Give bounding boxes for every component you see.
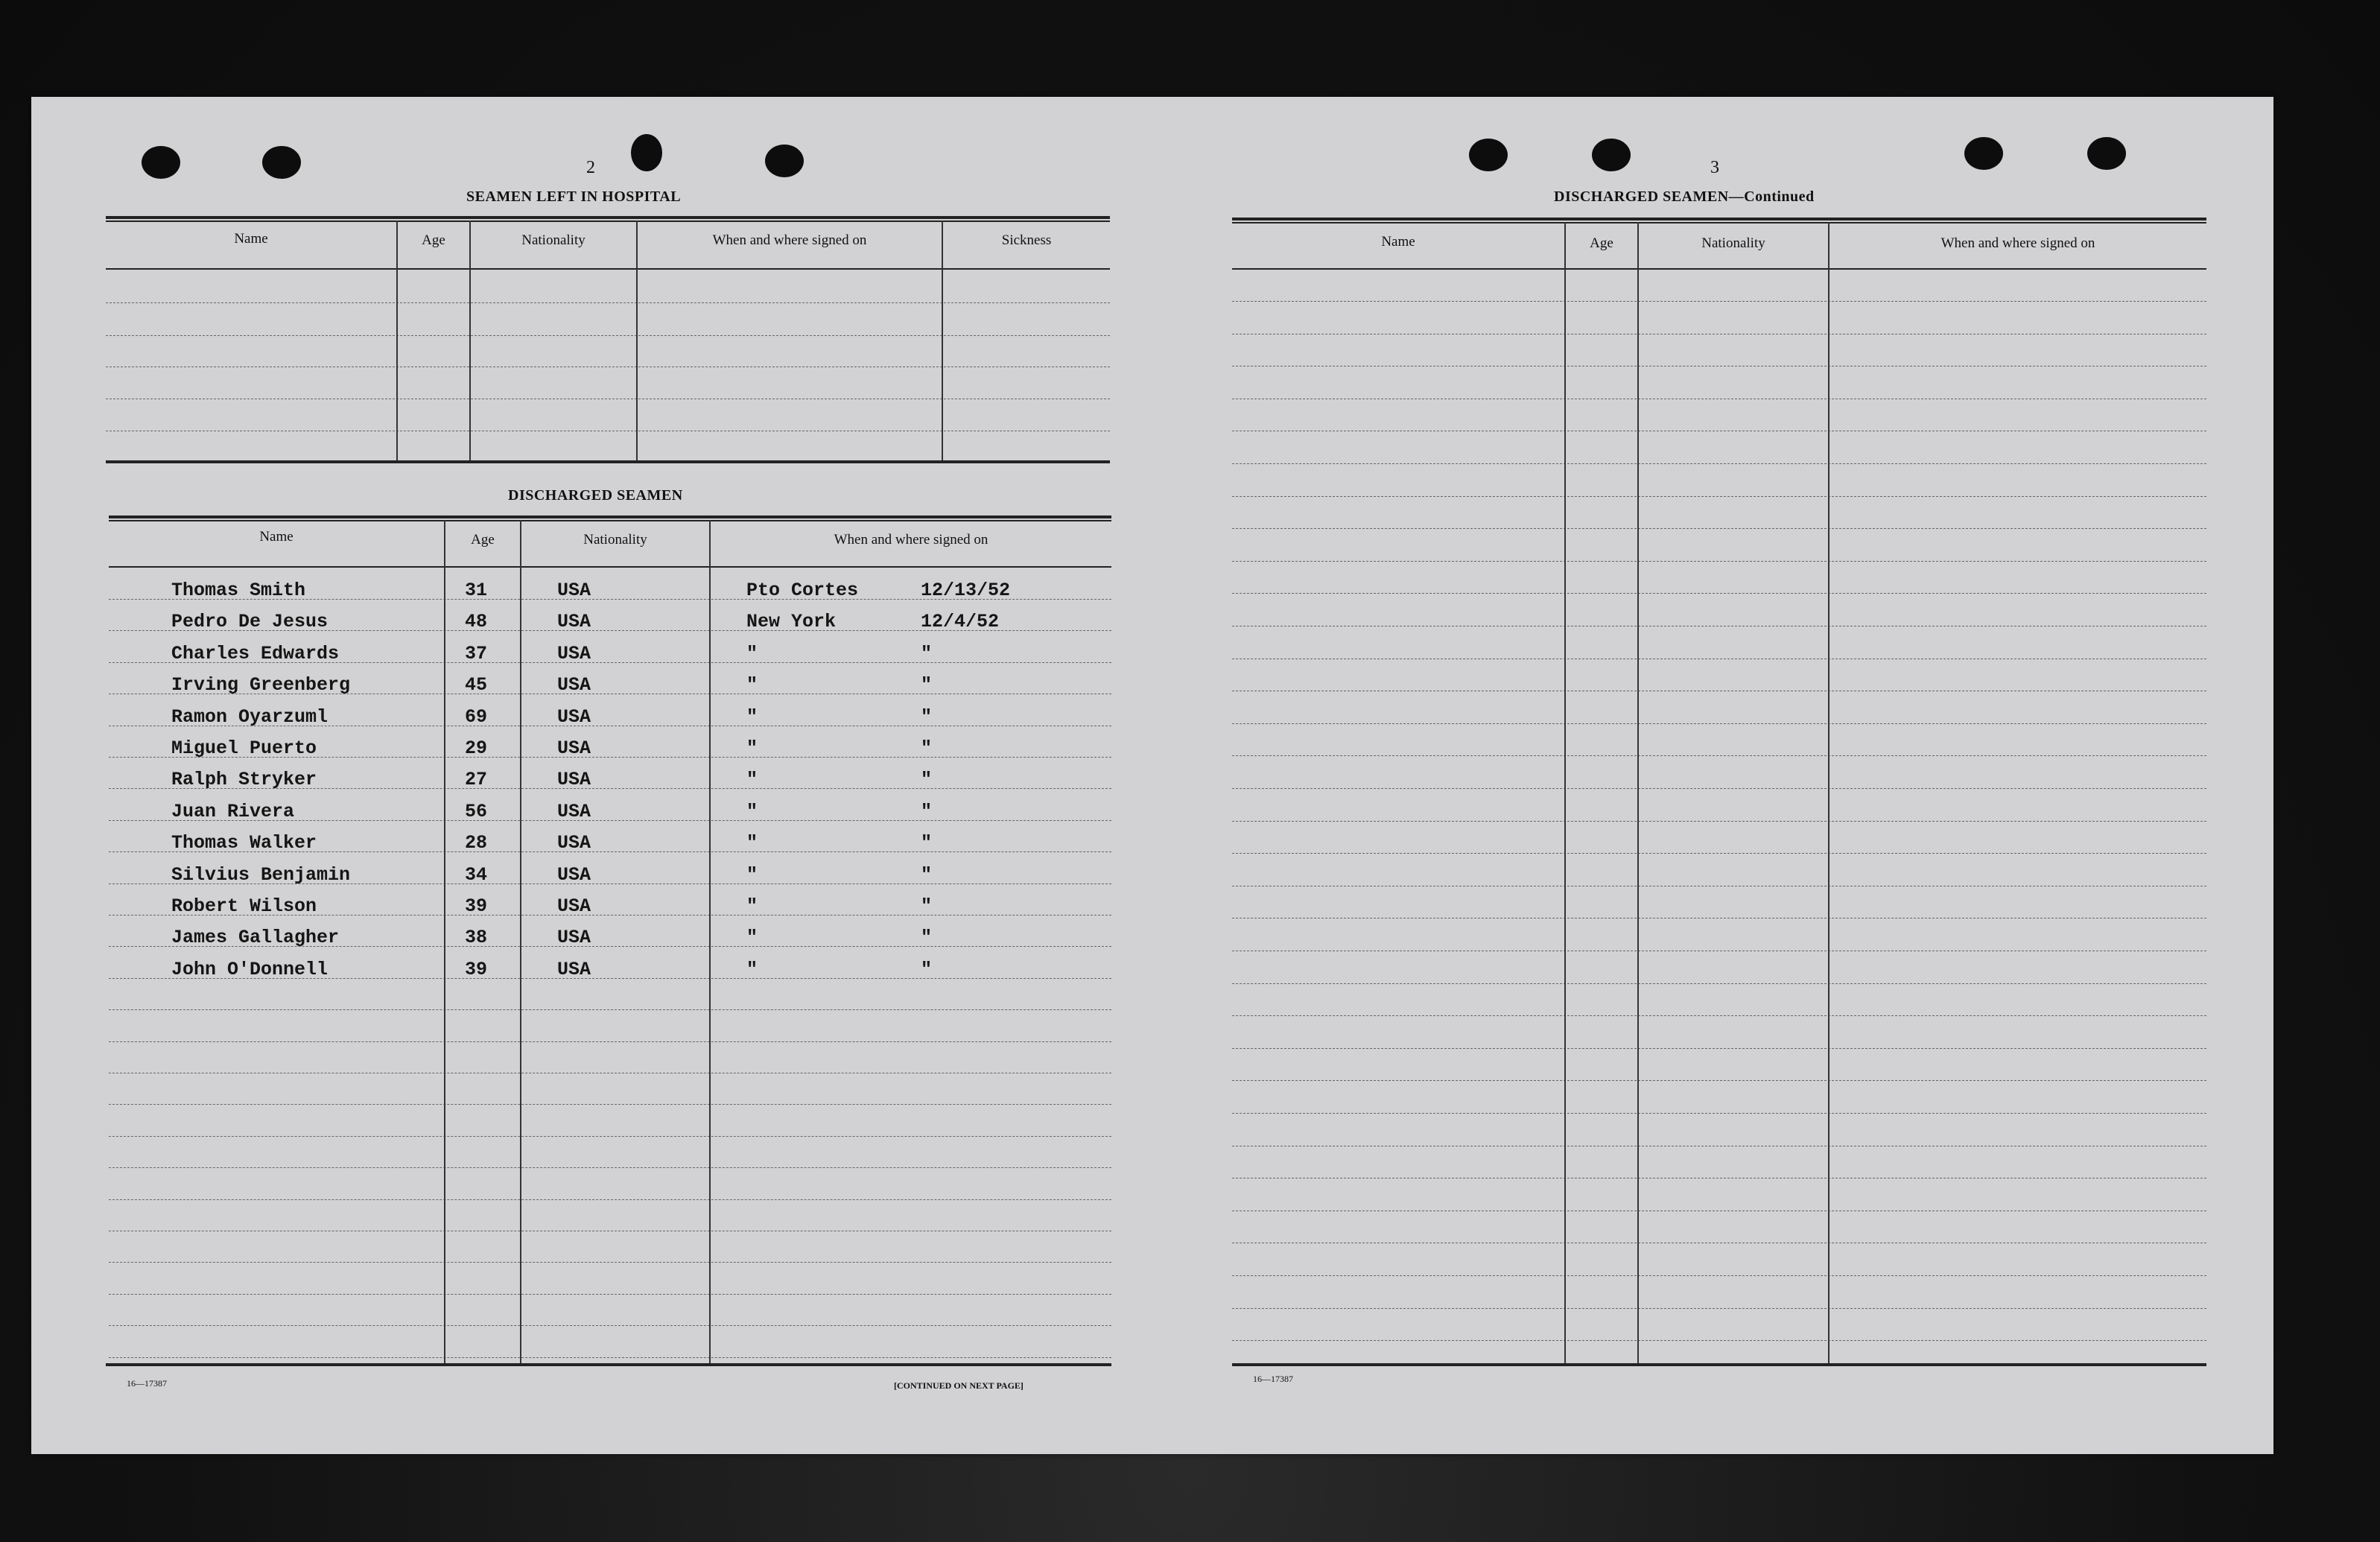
- cell-date: ": [921, 674, 933, 697]
- page-number: 3: [1710, 158, 1719, 177]
- column-header: When and where signed on: [834, 532, 989, 548]
- cell-place: ": [746, 642, 758, 664]
- cell-age: 29: [465, 737, 488, 759]
- cell-name: Juan Rivera: [171, 800, 295, 822]
- cell-date: ": [921, 737, 933, 759]
- hospital-section-title: SEAMEN LEFT IN HOSPITAL: [466, 188, 682, 205]
- cell-name: Charles Edwards: [171, 642, 340, 664]
- column-header: Age: [1590, 235, 1613, 251]
- cell-nationality: USA: [557, 642, 591, 664]
- discharged-continued-title: DISCHARGED SEAMEN—Continued: [1554, 188, 1815, 205]
- cell-name: Silvius Benjamin: [171, 863, 351, 886]
- cell-place: New York: [746, 611, 837, 633]
- punch-hole-icon: [1964, 137, 2003, 170]
- cell-place: ": [746, 927, 758, 949]
- cell-nationality: USA: [557, 705, 591, 728]
- column-header: Name: [259, 529, 293, 545]
- column-header: Nationality: [521, 232, 586, 248]
- cell-nationality: USA: [557, 611, 591, 633]
- cell-place: Pto Cortes: [746, 580, 859, 601]
- cell-date: 12/4/52: [921, 611, 1000, 633]
- continued-note: [CONTINUED ON NEXT PAGE]: [894, 1380, 1024, 1391]
- column-header: Age: [471, 532, 495, 548]
- column-header: When and where signed on: [1941, 235, 2095, 251]
- cell-name: Ramon Oyarzuml: [171, 705, 329, 728]
- cell-age: 31: [465, 580, 488, 601]
- column-header: When and where signed on: [712, 232, 867, 248]
- cell-nationality: USA: [557, 895, 591, 917]
- cell-nationality: USA: [557, 769, 591, 791]
- cell-date: ": [921, 705, 933, 728]
- cell-age: 45: [465, 674, 488, 697]
- cell-nationality: USA: [557, 863, 591, 886]
- column-header: Name: [234, 231, 268, 247]
- cell-date: ": [921, 895, 933, 917]
- cell-nationality: USA: [557, 737, 591, 759]
- cell-age: 27: [465, 769, 488, 791]
- punch-hole-icon: [1469, 139, 1508, 171]
- cell-age: 48: [465, 611, 488, 633]
- discharged-section-title: DISCHARGED SEAMEN: [508, 487, 683, 504]
- column-header: Nationality: [583, 532, 647, 548]
- page-number: 2: [586, 158, 595, 177]
- punch-hole-icon: [2087, 137, 2126, 170]
- punch-hole-icon: [142, 146, 180, 179]
- cell-age: 38: [465, 927, 488, 949]
- cell-place: ": [746, 958, 758, 980]
- cell-date: ": [921, 769, 933, 791]
- cell-nationality: USA: [557, 958, 591, 980]
- cell-age: 28: [465, 832, 488, 854]
- punch-hole-icon: [262, 146, 301, 179]
- cell-age: 37: [465, 642, 488, 664]
- column-header: Name: [1381, 234, 1415, 250]
- cell-date: ": [921, 927, 933, 949]
- cell-place: ": [746, 832, 758, 854]
- cell-name: Thomas Walker: [171, 832, 317, 854]
- cell-nationality: USA: [557, 832, 591, 854]
- cell-place: ": [746, 863, 758, 886]
- cell-name: Thomas Smith: [171, 580, 306, 601]
- cell-date: ": [921, 800, 933, 822]
- column-header: Age: [422, 232, 445, 248]
- form-code: 16—17387: [1253, 1374, 1293, 1384]
- cell-date: ": [921, 863, 933, 886]
- column-header: Nationality: [1701, 235, 1765, 251]
- cell-name: Irving Greenberg: [171, 674, 351, 697]
- cell-place: ": [746, 895, 758, 917]
- cell-date: ": [921, 642, 933, 664]
- cell-place: ": [746, 737, 758, 759]
- cell-age: 39: [465, 958, 488, 980]
- cell-place: ": [746, 800, 758, 822]
- cell-age: 56: [465, 800, 488, 822]
- cell-date: 12/13/52: [921, 580, 1011, 601]
- cell-name: Pedro De Jesus: [171, 611, 329, 633]
- cell-name: James Gallagher: [171, 927, 340, 949]
- cell-age: 34: [465, 863, 488, 886]
- cell-age: 69: [465, 705, 488, 728]
- document-sheet: [31, 97, 2273, 1454]
- cell-nationality: USA: [557, 800, 591, 822]
- cell-place: ": [746, 769, 758, 791]
- cell-nationality: USA: [557, 580, 591, 601]
- cell-name: Robert Wilson: [171, 895, 317, 917]
- cell-date: ": [921, 958, 933, 980]
- cell-name: Ralph Stryker: [171, 769, 317, 791]
- cell-date: ": [921, 832, 933, 854]
- punch-hole-icon: [631, 134, 662, 171]
- cell-place: ": [746, 705, 758, 728]
- form-code: 16—17387: [127, 1378, 167, 1389]
- cell-name: Miguel Puerto: [171, 737, 317, 759]
- cell-place: ": [746, 674, 758, 697]
- cell-nationality: USA: [557, 674, 591, 697]
- column-header: Sickness: [1001, 232, 1052, 248]
- punch-hole-icon: [1592, 139, 1631, 171]
- cell-nationality: USA: [557, 927, 591, 949]
- cell-age: 39: [465, 895, 488, 917]
- punch-hole-icon: [765, 145, 804, 177]
- cell-name: John O'Donnell: [171, 958, 329, 980]
